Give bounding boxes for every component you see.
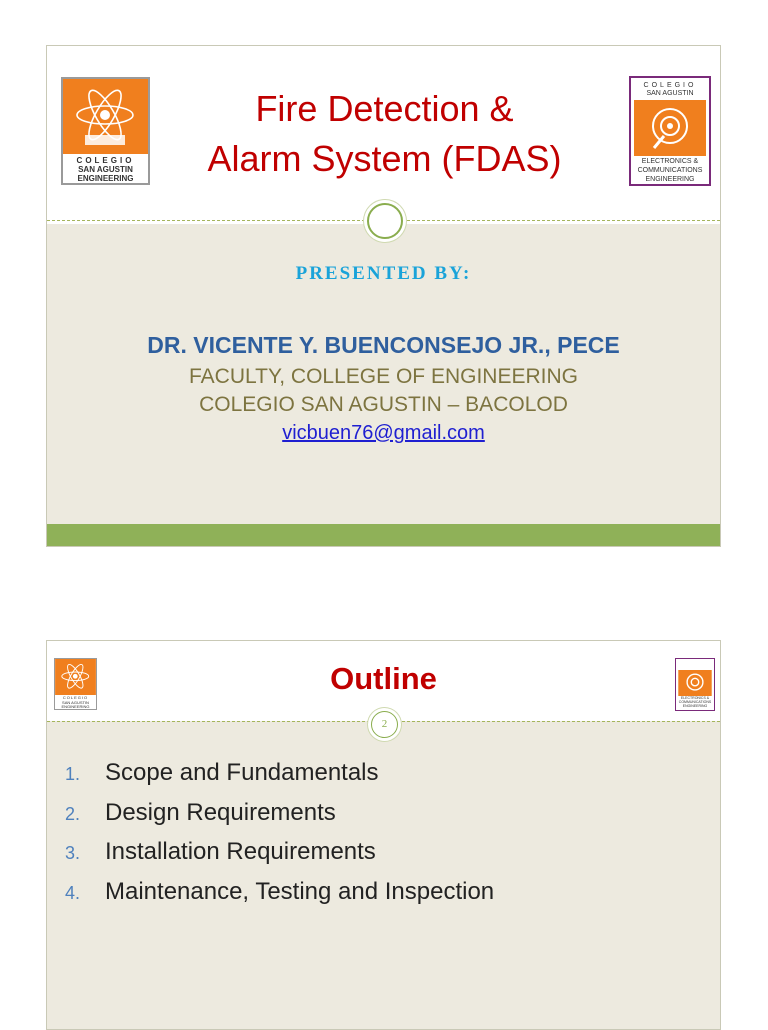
list-text: Maintenance, Testing and Inspection [105,877,495,905]
slide-header [47,641,720,721]
logo-caption: ENGINEERING [77,174,134,183]
presented-by-label: PRESENTED BY: [295,263,472,284]
logo-caption: SAN AGUSTIN [646,90,694,97]
logo-caption: COLEGIO [76,156,135,165]
title-line-1: Fire Detection & [255,88,514,129]
logo-caption: COLEGIO [643,82,697,89]
logo-caption: COMMUNICATIONS [637,167,703,174]
slide-title [162,84,607,184]
outline-list [65,759,494,917]
logo-caption: ELECTRONICS & [641,158,699,165]
gear-circuit-icon [678,670,712,696]
slide-header [47,46,720,224]
logo-caption: ENGINEERING [682,704,708,708]
presenter-school: COLEGIO SAN AGUSTIN – BACOLOD [199,393,568,416]
presenter-role: FACULTY, COLLEGE OF ENGINEERING [189,365,578,388]
list-item [65,799,494,839]
slide-number-badge [371,711,398,738]
logo-caption: COLEGIO [62,695,89,700]
list-item [65,838,494,878]
presenter-name: DR. VICENTE Y. BUENCONSEJO JR., PECE [147,332,620,358]
logo-caption: ENGINEERING [645,176,695,183]
ece-logo-right [675,658,715,711]
list-text: Installation Requirements [105,838,376,865]
title-line-2: Alarm System (FDAS) [207,138,562,179]
list-number: 2. [65,803,81,824]
presenter-email-link[interactable]: vicbuen76@gmail.com [282,422,485,444]
logo-caption: SAN AGUSTIN [62,700,89,705]
list-number: 3. [65,843,81,863]
list-item [65,878,494,918]
list-number: 1. [65,764,81,784]
list-item [65,759,494,799]
atom-gear-icon [63,79,148,154]
ece-logo-right [629,76,711,186]
slide-title: Outline [330,661,437,696]
logo-caption: ENGINEERING [61,704,90,709]
slide-number-circle-icon [367,203,403,239]
list-number: 4. [65,882,81,903]
list-text: Design Requirements [105,798,336,826]
list-text: Scope and Fundamentals [105,759,379,786]
footer-bar [47,524,720,546]
logo-caption: ELECTRONICS & [680,696,710,700]
outline-slide [46,640,721,1030]
gear-circuit-icon [634,100,706,156]
presenter-email-row [47,422,720,445]
logo-caption: COMMUNICATIONS [678,700,712,704]
engineering-logo-left [61,77,150,185]
slide-number: 2 [381,718,388,730]
title-slide [46,45,721,547]
logo-caption: SAN AGUSTIN [78,165,133,174]
